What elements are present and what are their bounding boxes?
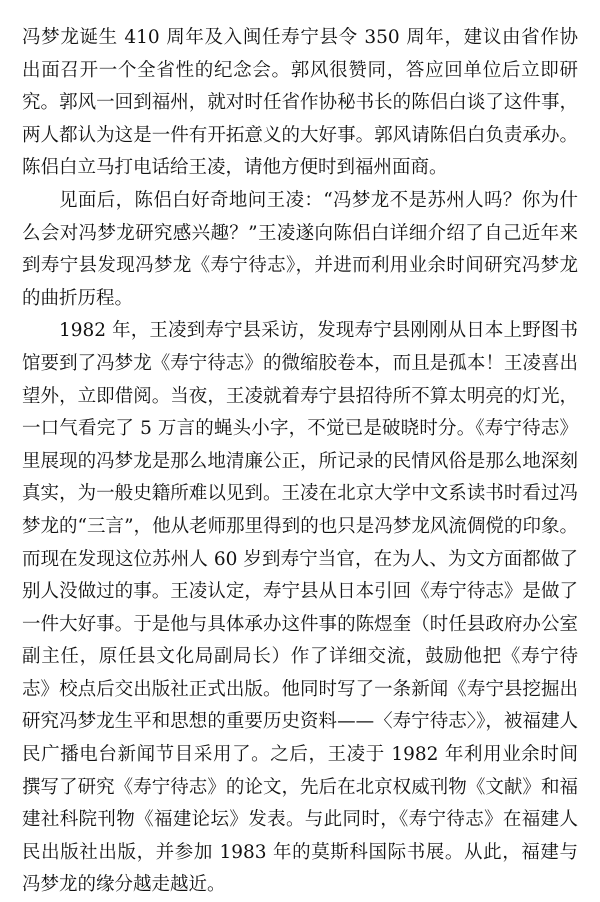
paragraph-3: 1982 年，王凌到寿宁县采访，发现寿宁县刚刚从日本上野图书馆要到了冯梦龙《寿宁待志》的微缩胶卷本，而且是孤本！王凌喜出望外，立即借阅。当夜，王凌就着寿宁县招待所不算太明亮的灯光，一口气看完了 5 万言的蝇头小字，不觉已是破晓时分。《寿宁待志》里展现的冯梦龙是那么地清廉公正，所记录的民情风俗是那么地深刻真实，为一般史籍所难以见到。王凌在北京大学中文系读书时看过冯梦龙的“三言”，他从老师那里得到的也只是冯梦龙风流倜傥的印象。而现在发现这位苏州人 60 岁到寿宁当官，在为人、为文方面都做了别人没做过的事。王凌认定，寿宁县从日本引回《寿宁待志》是做了一件大好事。于是他与具体承办这件事的陈煜奎（时任县政府办公室副主任，原任县文化局副局长）作了详细交流，鼓励他把《寿宁待志》校点后交出版社正式出版。他同时写了一条新闻《寿宁县挖掘出研究冯梦龙生平和思想的重要历史资料——〈寿宁待志〉》，被福建人民广播电台新闻节目采用了。之后，王凌于 1982 年利用业余时间撰写了研究《寿宁待志》的论文，先后在北京权威刊物《文献》和福建社科院刊物《福建论坛》发表。与此同时，《寿宁待志》在福建人民出版社出版，并参加 1983 年的莫斯科国际书展。从此，福建与冯梦龙的缘分越走越近。 bbox=[22, 320, 578, 896]
paragraph-1: 冯梦龙诞生 410 周年及入闽任寿宁县令 350 周年，建议由省作协出面召开一个全省性的纪念会。郭风很赞同，答应回单位后立即研究。郭风一回到福州，就对时任省作协秘书长的陈侣白谈了这件事，两人都认为这是一件有开拓意义的大好事。郭风请陈侣白负责承办。陈侣白立马打电话给王凌，请他方便时到福州面商。 bbox=[22, 27, 578, 179]
paragraph-2: 见面后，陈侣白好奇地问王凌：“冯梦龙不是苏州人吗？你为什么会对冯梦龙研究感兴趣？”王凌遂向陈侣白详细介绍了自己近年来到寿宁县发现冯梦龙《寿宁待志》，并进而利用业余时间研究冯梦龙的曲折历程。 bbox=[22, 189, 578, 309]
